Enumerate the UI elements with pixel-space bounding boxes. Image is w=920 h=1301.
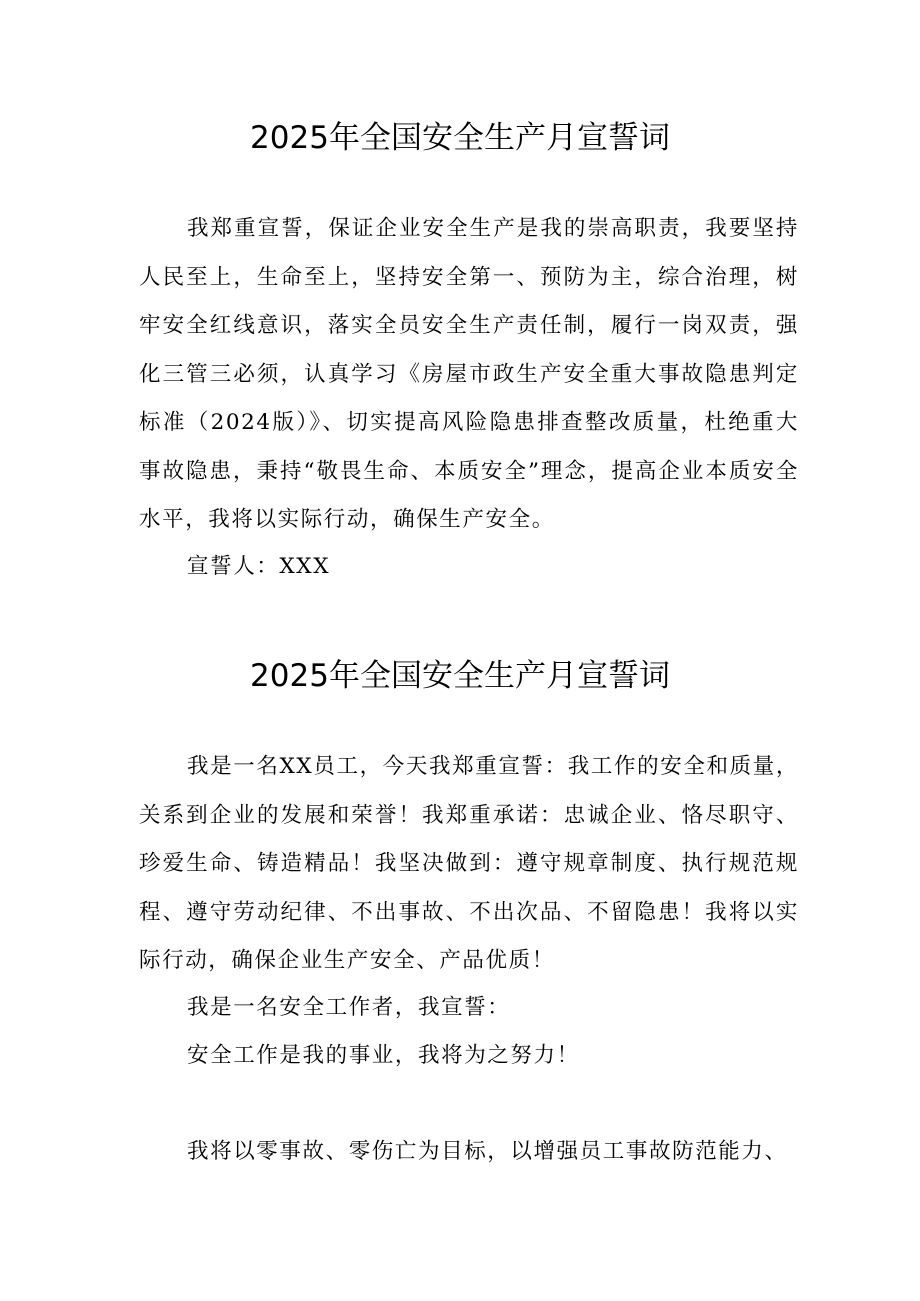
section-2-oath-paragraph: 我是一名XX员工，今天我郑重宣誓：我工作的安全和质量，关系到企业的发展和荣誉！我郑重承诺：忠诚企业、恪尽职守、珍爱生命、铸造精品！我坚决做到：遵守规章制度、执行规范规程、遵守劳动纪律、不出事故、不出次品、不留隐患！我将以实际行动，确保企业生产安全、产品优质！ (139, 754, 799, 973)
section-1-title: 2025年全国安全生产月宣誓词 (250, 120, 670, 156)
section-1-signature: 宣誓人：XXX (187, 554, 331, 579)
section-2-title: 2025年全国安全生产月宣誓词 (250, 658, 670, 694)
section-2-safety-worker-line: 我是一名安全工作者，我宣誓： (187, 995, 511, 1020)
section-2-career-line: 安全工作是我的事业，我将为之努力！ (187, 1043, 580, 1068)
section-1-oath-paragraph: 我郑重宣誓，保证企业安全生产是我的崇高职责，我要坚持人民至上，生命至上，坚持安全第一、预防为主，综合治理，树牢安全红线意识，落实全员安全生产责任制，履行一岗双责，强化三管三必须，认真学习《房屋市政生产安全重大事故隐患判定标准（2024版）》、切实提高风险隐患排查整改质量，杜绝重大事故隐患，秉持“敬畏生命、本质安全”理念，提高企业本质安全水平，我将以实际行动，确保生产安全。 (139, 216, 799, 532)
section-2-goal-line: 我将以零事故、零伤亡为目标，以增强员工事故防范能力、 (187, 1139, 788, 1164)
